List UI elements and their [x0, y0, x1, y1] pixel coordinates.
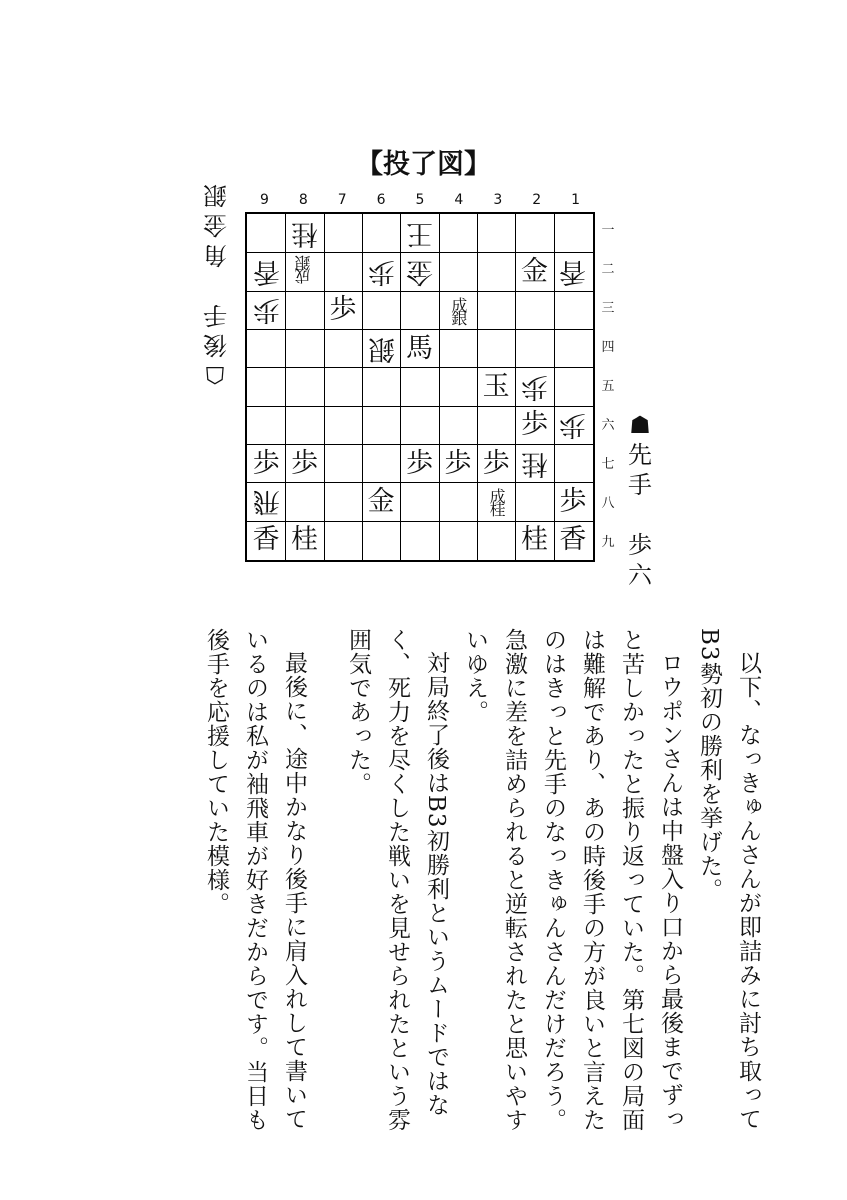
board-square-5-1 [400, 214, 438, 252]
board-square-8-9 [285, 521, 323, 559]
sente-piece: 馬 [405, 332, 433, 364]
diagram-title: 【投了図】 [356, 149, 491, 180]
gote-piece: 歩 [520, 370, 548, 402]
file-label-4: 4 [454, 192, 464, 208]
sente-piece: 成桂 [487, 488, 507, 515]
gote-piece: 香 [559, 255, 587, 287]
gote-hand-pieces: 角 金 銀 [203, 181, 227, 269]
board-square-1-9 [554, 521, 592, 559]
rank-label-7: 七 [601, 456, 615, 472]
sente-marker-icon: ☗ [629, 411, 651, 439]
sente-piece: 歩 [444, 447, 472, 479]
board-square-6-8 [362, 482, 400, 520]
commentary-text [171, 628, 767, 1148]
board-square-9-7 [247, 444, 285, 482]
sente-piece: 歩 [290, 447, 318, 479]
rank-label-5: 五 [601, 379, 615, 394]
paragraph-2: ロウポンさんは中盤入り口から最後までずっと苦しかったと振り返っていた。第七図の局面は難解であり、あの時後手の方が良いと言えたのはきっと先手のなっきゅんさんだけだろう。急激に差を詰められると逆転されたと思いやすいゆえ。 [462, 628, 683, 1132]
board-square-5-2 [400, 252, 438, 290]
sente-hand-pieces: 歩 六 [628, 531, 652, 589]
sente-piece: 香 [252, 524, 280, 556]
file-label-8: 8 [298, 192, 308, 208]
grid-line [247, 482, 593, 483]
gote-piece: 桂 [520, 447, 548, 479]
board-square-1-2 [554, 252, 592, 290]
rank-label-6: 六 [601, 417, 615, 433]
board-square-7-3 [324, 291, 362, 329]
board-square-2-2 [515, 252, 553, 290]
gote-piece: 飛 [252, 485, 280, 517]
sente-piece: 香 [559, 524, 587, 556]
sente-piece: 歩 [482, 447, 510, 479]
sente-piece: 歩 [329, 294, 357, 326]
sente-piece: 金 [520, 255, 548, 287]
file-label-7: 7 [337, 192, 347, 208]
paragraph-1: 以下、なっきゅんさんが即詰みに討ち取ってB3勢初の勝利を挙げた。 [696, 628, 761, 1131]
board-square-5-7 [400, 444, 438, 482]
file-label-1: 1 [571, 192, 581, 208]
gote-piece: 香 [252, 255, 280, 287]
board-square-1-8 [554, 482, 592, 520]
rank-label-4: 四 [601, 340, 615, 356]
rank-labels [598, 212, 618, 562]
sente-piece: 歩 [520, 409, 548, 441]
grid-line [324, 214, 325, 560]
sente-piece: 成銀 [448, 296, 468, 323]
rank-label-9: 九 [601, 534, 615, 550]
file-label-3: 3 [493, 192, 503, 208]
gote-piece: 桂 [290, 217, 318, 249]
gote-hand [200, 180, 230, 390]
board-square-8-2 [285, 252, 323, 290]
gote-piece: 銀 [367, 332, 395, 364]
shogi-board [245, 212, 595, 562]
board-square-9-9 [247, 521, 285, 559]
file-label-5: 5 [415, 192, 425, 208]
sente-piece: 歩 [252, 447, 280, 479]
grid-line [247, 291, 593, 292]
board-square-2-6 [515, 406, 553, 444]
file-label-6: 6 [376, 192, 386, 208]
gote-piece: 歩 [559, 409, 587, 441]
board-square-6-4 [362, 329, 400, 367]
paragraph-3: 対局終了後はB3初勝利というムードではなく、死力を尽くした戦いを見せられたという雰囲気であった。 [345, 628, 449, 1132]
gote-piece: 歩 [367, 255, 395, 287]
file-labels [245, 192, 595, 210]
file-label-9: 9 [259, 192, 269, 208]
sente-label: 先 手 [628, 441, 652, 499]
sente-piece: 桂 [290, 524, 318, 556]
gote-piece: 金 [405, 255, 433, 287]
rank-label-2: 二 [601, 262, 615, 278]
board-square-3-7 [477, 444, 515, 482]
board-square-3-5 [477, 367, 515, 405]
gote-piece: 成銀 [294, 258, 314, 285]
gote-label: 後 手 [203, 301, 227, 359]
board-square-2-7 [515, 444, 553, 482]
grid-line [439, 214, 440, 560]
board-square-9-2 [247, 252, 285, 290]
paragraph-4: 最後に、途中かなり後手に肩入れして書いているのは私が袖飛車が好きだからです。当日も後手を応援していた模様。 [203, 628, 307, 1132]
board-square-4-7 [439, 444, 477, 482]
board-square-2-5 [515, 367, 553, 405]
rank-label-3: 三 [601, 301, 615, 317]
sente-hand [625, 410, 655, 590]
rank-label-1: 一 [601, 223, 615, 239]
file-label-2: 2 [532, 192, 542, 208]
sente-piece: 桂 [520, 524, 548, 556]
sente-piece: 玉 [482, 370, 510, 402]
board-square-8-1 [285, 214, 323, 252]
gote-piece: 王 [405, 217, 433, 249]
rank-label-8: 八 [601, 495, 615, 511]
gote-marker-icon: ☖ [204, 361, 226, 389]
board-square-1-6 [554, 406, 592, 444]
gote-piece: 歩 [252, 294, 280, 326]
board-square-6-2 [362, 252, 400, 290]
board-square-9-8 [247, 482, 285, 520]
board-square-8-7 [285, 444, 323, 482]
board-square-5-4 [400, 329, 438, 367]
board-square-4-3 [439, 291, 477, 329]
board-square-9-3 [247, 291, 285, 329]
sente-piece: 歩 [559, 485, 587, 517]
board-square-2-9 [515, 521, 553, 559]
board-square-3-8 [477, 482, 515, 520]
sente-piece: 歩 [405, 447, 433, 479]
sente-piece: 金 [367, 485, 395, 517]
